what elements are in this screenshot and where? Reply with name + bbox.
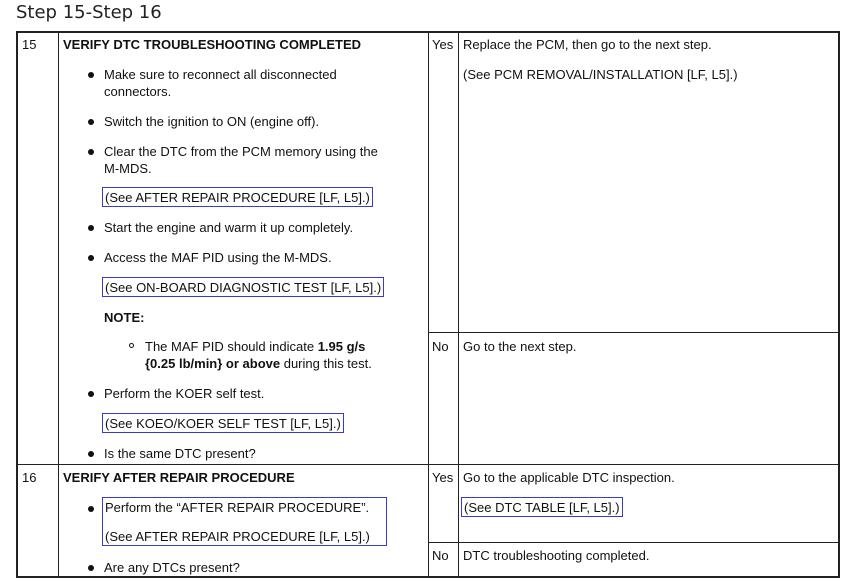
step-15-bullet-6: Perform the KOER self test. [104, 386, 265, 401]
step-16-yes-action: Go to the applicable DTC inspection. [463, 470, 675, 485]
step-16-bullet-2: Are any DTCs present? [104, 560, 240, 575]
bullet-icon [88, 225, 94, 231]
bullet-icon [88, 565, 94, 571]
bullet-icon [88, 119, 94, 125]
step-15-yes-action: Replace the PCM, then go to the next step. [463, 37, 712, 52]
step-16-title: VERIFY AFTER REPAIR PROCEDURE [63, 470, 295, 485]
step-16-no-action: DTC troubleshooting completed. [463, 548, 650, 563]
link-after-repair-procedure-2[interactable]: (See AFTER REPAIR PROCEDURE [LF, L5].) [105, 529, 370, 544]
column-divider-result [428, 33, 429, 576]
note-text-line-2: {0.25 lb/min} or above during this test. [145, 356, 372, 371]
step-15-yes-label: Yes [432, 37, 454, 52]
bullet-icon [88, 72, 94, 78]
step-15-bullet-3a: Clear the DTC from the PCM memory using the [104, 144, 378, 159]
step-15-no-label: No [432, 339, 449, 354]
link-pcm-removal-installation[interactable]: (See PCM REMOVAL/INSTALLATION [LF, L5].) [463, 67, 738, 82]
step-15-title: VERIFY DTC TROUBLESHOOTING COMPLETED [63, 37, 362, 52]
step-16-bullet-1-box[interactable] [102, 497, 387, 546]
step-16-no-label: No [432, 548, 449, 563]
troubleshooting-table [16, 31, 840, 578]
row-divider-step16 [18, 464, 840, 465]
step-16-bullet-1: Perform the “AFTER REPAIR PROCEDURE”. [105, 500, 370, 515]
step-15-bullet-4: Start the engine and warm it up completely. [104, 220, 354, 235]
step-15-number: 15 [22, 37, 37, 52]
bullet-icon [88, 391, 94, 397]
bullet-icon [88, 451, 94, 457]
step-15-bullet-3b: M-MDS. [104, 161, 152, 176]
step-15-bullet-1b: connectors. [104, 84, 172, 99]
step-15-no-action: Go to the next step. [463, 339, 577, 354]
step-15-bullet-2: Switch the ignition to ON (engine off). [104, 114, 320, 129]
link-after-repair-procedure[interactable]: (See AFTER REPAIR PROCEDURE [LF, L5].) [102, 187, 373, 207]
bullet-icon [88, 255, 94, 261]
column-divider-action [458, 33, 459, 576]
step-15-bullet-7: Is the same DTC present? [104, 446, 256, 461]
row-divider-16-no [428, 542, 840, 543]
step-16-yes-label: Yes [432, 470, 454, 485]
step-16-number: 16 [22, 470, 37, 485]
link-koeo-koer-self-test[interactable]: (See KOEO/KOER SELF TEST [LF, L5].) [102, 413, 344, 433]
circle-bullet-icon [129, 343, 134, 348]
note-text-line-1: The MAF PID should indicate 1.95 g/s [145, 339, 366, 354]
link-on-board-diagnostic-test[interactable]: (See ON-BOARD DIAGNOSTIC TEST [LF, L5].) [102, 277, 384, 297]
row-divider-15-no [428, 332, 840, 333]
link-dtc-table[interactable]: (See DTC TABLE [LF, L5].) [461, 497, 623, 517]
column-divider-step [58, 33, 59, 576]
bullet-icon [88, 506, 94, 512]
step-15-bullet-1a: Make sure to reconnect all disconnected [104, 67, 337, 82]
note-label: NOTE: [104, 310, 145, 325]
step-15-bullet-5: Access the MAF PID using the M-MDS. [104, 250, 332, 265]
bullet-icon [88, 149, 94, 155]
page-heading: Step 15-Step 16 [16, 2, 162, 23]
